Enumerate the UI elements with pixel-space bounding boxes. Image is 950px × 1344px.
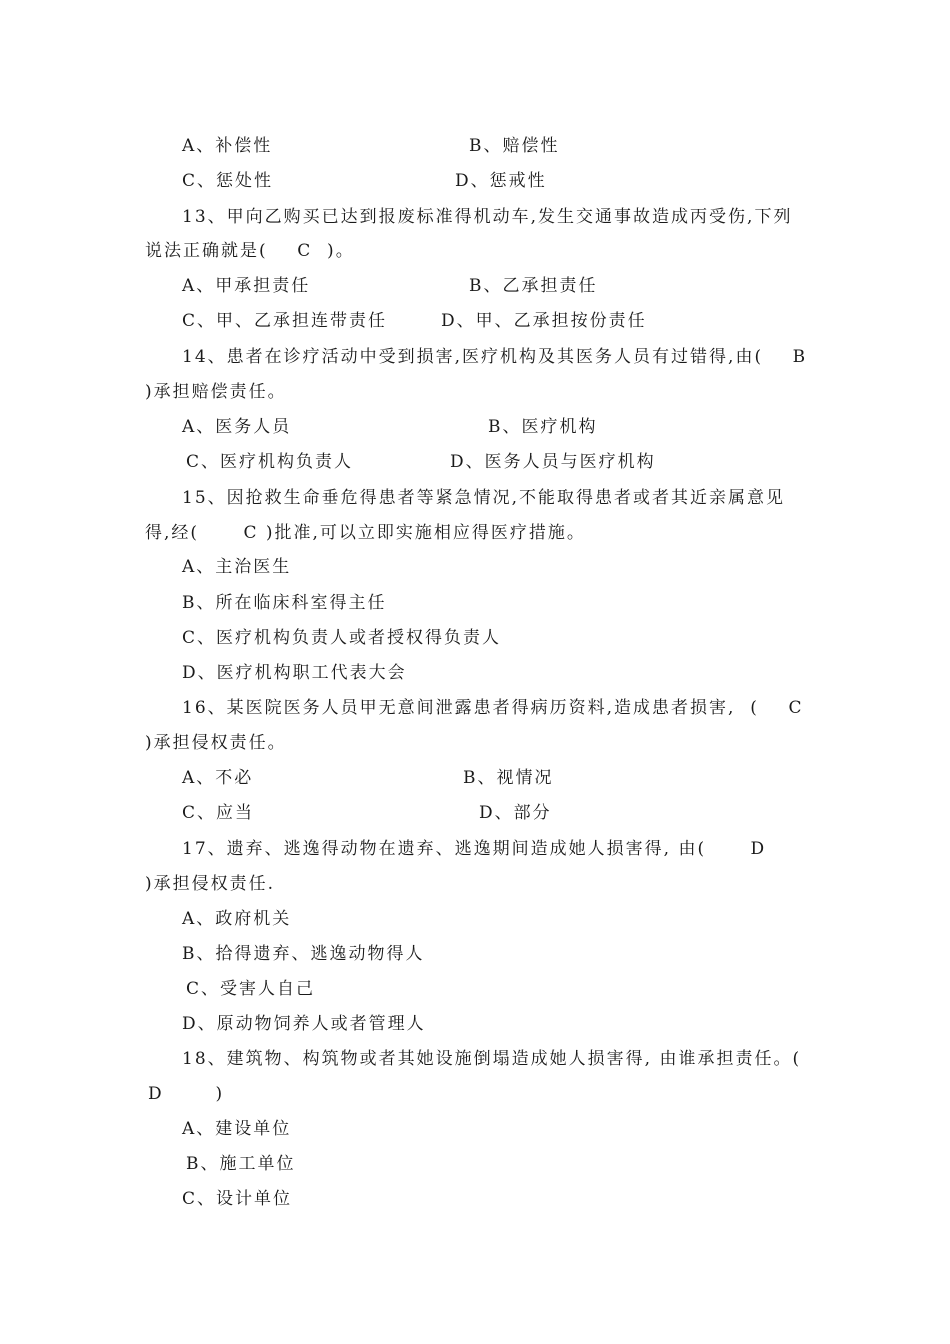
text-line: B、医疗机构 — [488, 417, 598, 437]
text-line: 得,经( C )批准,可以立即实施相应得医疗措施。 — [145, 523, 586, 543]
text-line: D、原动物饲养人或者管理人 — [182, 1014, 426, 1034]
text-line: )承担赔偿责任。 — [145, 382, 287, 402]
text-line: A、政府机关 — [182, 909, 292, 929]
text-line: A、主治医生 — [182, 557, 292, 577]
text-line: 15、因抢救生命垂危得患者等紧急情况,不能取得患者或者其近亲属意见 — [182, 488, 786, 508]
text-line: A、医务人员 — [182, 417, 292, 437]
text-line: A、建设单位 — [182, 1119, 292, 1139]
text-line: B、赔偿性 — [469, 136, 560, 156]
text-line: A、补偿性 — [182, 136, 273, 156]
text-line: B、所在临床科室得主任 — [182, 593, 387, 613]
text-line: B、施工单位 — [186, 1154, 296, 1174]
text-line: B、拾得遗弃、逃逸动物得人 — [182, 944, 425, 964]
text-line: A、不必 — [182, 768, 254, 788]
text-line: 18、建筑物、构筑物或者其她设施倒塌造成她人损害得, 由谁承担责任。( — [182, 1049, 802, 1069]
text-line: D、医疗机构职工代表大会 — [182, 663, 407, 683]
text-line: 17、遗弃、逃逸得动物在遗弃、逃逸期间造成她人损害得, 由( D — [182, 839, 767, 859]
text-line: D、甲、乙承担按份责任 — [441, 311, 647, 331]
text-line: D、部分 — [479, 803, 552, 823]
text-line: C、医疗机构负责人 — [186, 452, 354, 472]
text-line: )承担侵权责任. — [145, 874, 276, 894]
text-line: C、设计单位 — [182, 1189, 293, 1209]
text-line: C、医疗机构负责人或者授权得负责人 — [182, 628, 502, 648]
text-line: 说法正确就是( C )。 — [145, 241, 355, 261]
text-line: )承担侵权责任。 — [145, 733, 287, 753]
text-line: D ) — [148, 1084, 225, 1104]
text-line: 16、某医院医务人员甲无意间泄露患者得病历资料,造成患者损害, ( C — [182, 698, 804, 718]
text-line: C、受害人自己 — [186, 979, 316, 999]
text-line: 13、甲向乙购买已达到报废标准得机动车,发生交通事故造成丙受伤,下列 — [182, 207, 793, 227]
text-line: D、医务人员与医疗机构 — [450, 452, 656, 472]
text-line: C、应当 — [182, 803, 255, 823]
text-line: C、惩处性 — [182, 171, 274, 191]
text-line: 14、患者在诊疗活动中受到损害,医疗机构及其医务人员有过错得,由( B — [182, 347, 808, 367]
text-line: B、乙承担责任 — [469, 276, 598, 296]
text-line: C、甲、乙承担连带责任 — [182, 311, 388, 331]
text-line: B、视情况 — [463, 768, 554, 788]
text-line: A、甲承担责任 — [182, 276, 311, 296]
text-line: D、惩戒性 — [455, 171, 547, 191]
